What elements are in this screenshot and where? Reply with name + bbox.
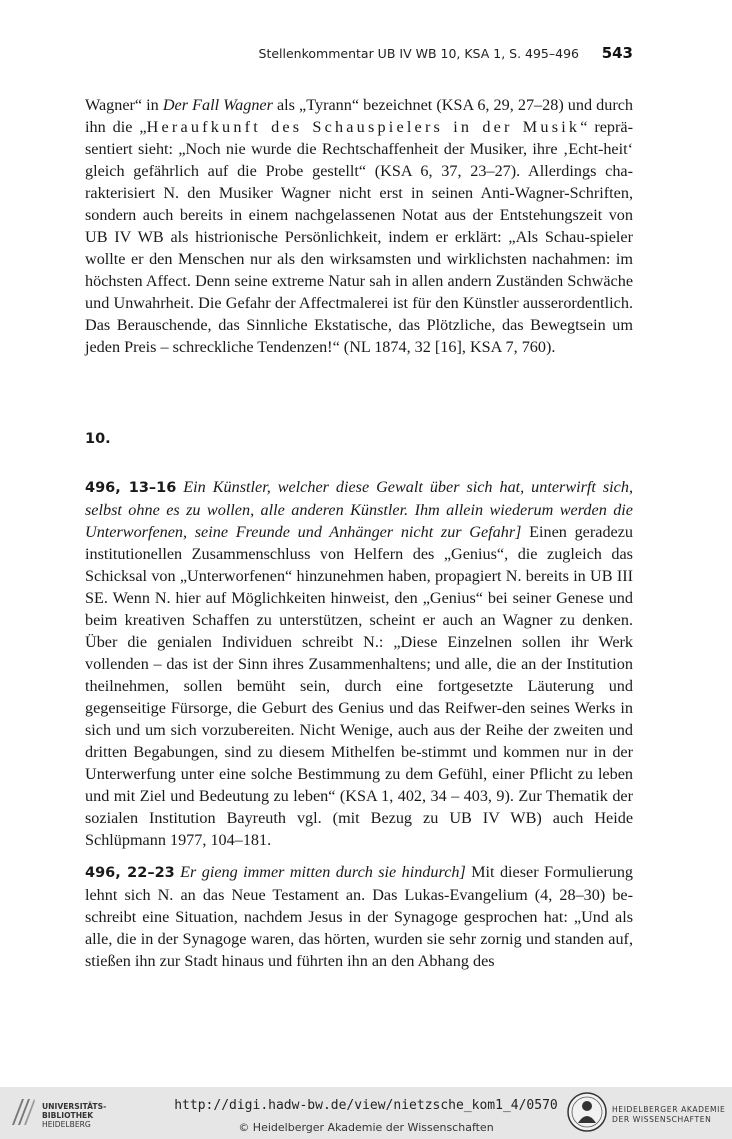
page-header — [85, 43, 633, 65]
spaced-quotation: Heraufkunft des Schauspielers in der Musik — [146, 118, 581, 136]
page-number: 543 — [601, 44, 633, 62]
library-name-line-2: BIBLIOTHEK — [42, 1111, 94, 1120]
commentary-body: Einen geradezu institutionellen Zusammenschluss von Helfern des „Genius“, die zugleich das Schicksal von „Unterworfenen“ hinzunehmen haben, propagiert N. bereits in UB III SE. Wenn N. hier auf Möglichkeiten hinweist, den „Genius“ bei seiner Genese und beim kreativen Schaffen zu unterstützen, scheint er auch an Wagner zu denken. Über die genialen Individuen schreibt N.: „Diese Einzelnen sollen ihr Werk vollenden – das ist der Sinn ihres Zusammenhaltens; und alle, die an der Institution theilnehmen, sollen bemüht sein, durch eine fortgesetzte Läuterung und gegenseitige Fürsorge, die Geburt des Genius und das Reifwer-​den seines Werks in sich und um sich vorzubereiten. Nicht Wenige, auch aus der Reihe der zweiten und dritten Begabungen, sind zu diesem Mithelfen be-​stimmt und kommen nur in der Unterwerfung unter eine solche Bestimmung zu dem Gefühl, einer Pflicht zu leben und mit Ziel und Bedeutung zu leben“ (KSA 1, 402, 34 – 403, 9). Zur Thematik der sozialen Institution Bayreuth vgl. (mit Bezug zu UB IV WB) auch Heide Schlüpmann 1977, 104–181. — [85, 523, 634, 849]
work-title-der-fall-wagner: Der Fall Wagner — [162, 96, 273, 114]
lemma: Er gieng immer mitten durch sie hindurch] — [180, 863, 466, 881]
copyright-notice: © Heidelberger Akademie der Wissenschaften — [238, 1121, 494, 1134]
running-title: Stellenkommentar UB IV WB 10, KSA 1, S. 495–496 — [258, 46, 579, 61]
para1-text-1: Wagner“ in — [85, 96, 163, 114]
para1-text-2: als „Tyrann“ bezeichnet (KSA 6, 29, 27–28) und durch ihn die „ — [85, 96, 633, 136]
lemma: Ein Künstler, welcher diese Gewalt über sich hat, unterwirft sich, selbst ohne es zu wollen, alle anderen Künstler. Ihm allein wiederum werden die Unterworfenen, seine Freunde und Anhänger nicht zur Gefahr] — [85, 478, 633, 541]
academy-name-line-2: DER WISSENSCHAFTEN — [612, 1115, 712, 1124]
academy-seal-icon — [566, 1091, 608, 1133]
commentary-entry-496-22 — [85, 861, 633, 972]
line-reference: 496, 22–23 — [85, 865, 175, 881]
paragraph-wagner-actor — [85, 94, 633, 358]
para1-text-3: “ reprä-​sentiert sieht: „Noch nie wurde die Rechtschaffenheit der Musiker, ihre ‚Echt-​heit‘ gleich gefährlich auf die Probe gestellt“ (KSA 6, 37, 23–27). Allerdings cha-​rakterisiert N. den Musiker Wagner nicht erst in seinen Anti-Wagner-Schriften, sondern auch bereits in einem nachgelassenen Notat aus der Entstehungszeit von UB IV WB als histrionische Persönlichkeit, indem er erklärt: „Als Schau-​spieler wollte er den Menschen nur als den wirksamsten und wirklichsten nachahmen: im höchsten Affect. Denn seine extreme Natur sah in allen andern Zuständen Schwäche und Unwahrheit. Die Gefahr der Affectmalerei ist für den Künstler ausserordentlich. Das Berauschende, das Sinnliche Ekstatische, das Plötzliche, das Bewegtsein um jeden Preis – schreckliche Tendenzen!“ (NL 1874, 32 [16], KSA 7, 760). — [85, 118, 633, 356]
section-number: 10. — [85, 431, 111, 447]
commentary-body: Mit dieser Formulierung lehnt sich N. an das Neue Testament an. Das Lukas-Evangelium (4, 28–30) be-​schreibt eine Situation, nachdem Jesus in der Synagoge gesprochen hat: „Und als alle, die in der Synagoge waren, das hörten, wurden sie sehr zornig und standen auf, stießen ihn zur Stadt hinaus und führten ihn an den Abhang des — [85, 863, 634, 970]
library-name-line-1: UNIVERSITÄTS- — [42, 1102, 107, 1111]
viewer-footer — [0, 1087, 732, 1139]
library-name-line-3: HEIDELBERG — [42, 1120, 91, 1129]
academy-name-line-1: HEIDELBERGER AKADEMIE — [612, 1105, 726, 1114]
permalink-url[interactable]: http://digi.hadw-bw.de/view/nietzsche_kom1_4/0570 — [174, 1098, 558, 1113]
commentary-entry-496-13 — [85, 476, 633, 851]
line-reference: 496, 13–16 — [85, 480, 177, 496]
academy-logo — [566, 1091, 731, 1135]
